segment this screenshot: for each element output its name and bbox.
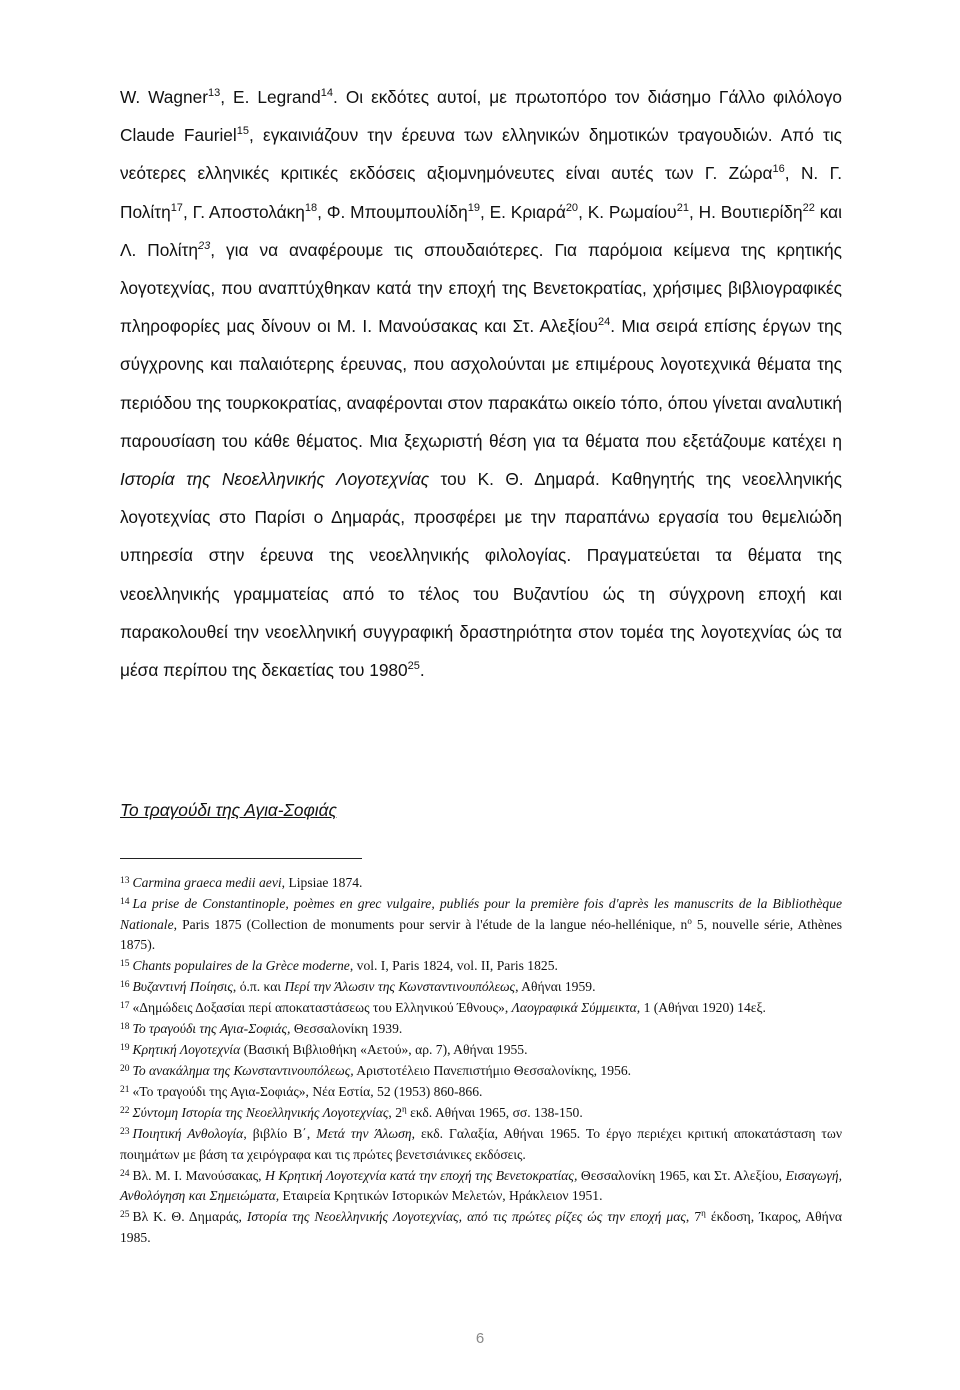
footnote-ref-18[interactable]: 18 bbox=[304, 201, 318, 214]
footnote-text: 1 (Αθήναι 1920) 14εξ. bbox=[640, 1000, 766, 1015]
text-run: , εγκαινιάζουν την έρευνα των ελληνικών δημοτικών τραγουδιών. Από τις νεότερες ελληνικές κριτικές εκδόσεις αξιομνημόνευτες είναι αυτές των Γ. Ζώρα bbox=[120, 125, 842, 184]
text-run: . bbox=[419, 660, 425, 681]
footnote-ref-19[interactable]: 19 bbox=[467, 201, 480, 214]
footnote-separator bbox=[120, 858, 362, 859]
footnote-text: , 2 bbox=[388, 1105, 402, 1120]
footnote-number: 21 bbox=[120, 1085, 130, 1095]
footnote-ref-23[interactable]: 23 bbox=[198, 239, 211, 252]
footnote-ref-21[interactable]: 21 bbox=[676, 201, 689, 214]
footnote-title: Chants populaires de la Grèce moderne bbox=[132, 958, 350, 973]
footnote-text: «Το τραγούδι της Αγια-Σοφιάς», Νέα Εστία, 52 (1953) 860-866. bbox=[132, 1084, 483, 1099]
footnote-title: Λαογραφικά Σύμμεικτα, bbox=[511, 1000, 641, 1015]
page-number: 6 bbox=[475, 1330, 485, 1347]
footnote-title: Ιστορία της Νεοελληνικής Λογοτεχνίας, από τις πρώτες ρίζες ώς την εποχή μας bbox=[246, 1209, 686, 1224]
footnote-title: Το ανακάλημα της Κωνσταντινουπόλεως, bbox=[132, 1063, 354, 1078]
footnote-number: 22 bbox=[120, 1106, 130, 1116]
text-run: , Φ. Μπουμπουλίδη bbox=[317, 201, 468, 222]
footnote-text: , εκδ. Γαλαξία, Αθήναι 1965. Το έργο περιέχει κριτική αποκατάσταση των ποιημάτων με βάση τα χειρόγραφα και τις πρώτες βενετσιάνικες εκδόσεις. bbox=[120, 1126, 842, 1162]
footnote-number: 20 bbox=[120, 1064, 130, 1074]
superscript: o bbox=[687, 915, 692, 926]
footnote-title: Carmina graeca medii aevi bbox=[132, 875, 282, 890]
footnote-text: , 7 bbox=[685, 1209, 702, 1224]
body-paragraph bbox=[120, 78, 842, 689]
footnote-ref-20[interactable]: 20 bbox=[565, 201, 579, 214]
footnote-number: 19 bbox=[120, 1043, 130, 1053]
footnote-ref-25[interactable]: 25 bbox=[407, 660, 420, 673]
footnote-text: Θεσσαλονίκη 1965, και Στ. Αλεξίου, bbox=[577, 1167, 786, 1183]
footnote-ref-13[interactable]: 13 bbox=[208, 87, 221, 99]
footnote-text: , vol. I, Paris 1824, vol. II, Paris 1825. bbox=[349, 958, 558, 973]
footnote-number: 13 bbox=[120, 876, 130, 886]
footnote-22 bbox=[120, 1103, 842, 1124]
text-run: του Κ. Θ. Δημαρά. Καθηγητής της νεοελληνικής λογοτεχνίας στο Παρίσι ο Δημαράς, προσφέρει με την παραπάνω εργασία του θεμελιώδη υπηρεσία στην έρευνα της νεοελληνικής φιλολογίας. Πραγματεύεται τα θέματα της νεοελληνικής γραμματείας από το τέλος του Βυζαντίου ώς τη σύγχρονη εποχή και παρακολουθεί την νεοελληνική συγγραφική δραστηριότητα στον τομέα της λογοτεχνίας ώς τα μέσα περίπου της δεκαετίας του 1980 bbox=[120, 469, 842, 681]
book-title-italic: Ιστορία της Νεοελληνικής Λογοτεχνίας bbox=[120, 469, 430, 490]
footnote-title: Κρητική Λογοτεχνία bbox=[132, 1042, 241, 1057]
footnote-number: 17 bbox=[120, 1001, 130, 1011]
footnote-number: 15 bbox=[120, 959, 130, 969]
text-run: W. Wagner bbox=[120, 87, 209, 107]
footnote-23 bbox=[120, 1124, 842, 1165]
footnote-text: Βλ. Μ. Ι. Μανούσακας, bbox=[132, 1167, 266, 1183]
footnote-text: «Δημώδεις Δοξασίαι περί αποκαταστάσεως του Ελληνικού Έθνους», bbox=[132, 1000, 512, 1015]
footnote-text: Θεσσαλονίκη 1939. bbox=[290, 1021, 403, 1036]
footnote-number: 25 bbox=[120, 1210, 130, 1220]
footnote-19 bbox=[120, 1040, 842, 1061]
footnote-16 bbox=[120, 977, 842, 998]
footnote-number: 23 bbox=[120, 1127, 130, 1137]
section-heading: Το τραγούδι της Αγια-Σοφιάς bbox=[120, 800, 337, 820]
text-run: , Ε. Κριαρά bbox=[479, 201, 566, 222]
footnote-17 bbox=[120, 998, 842, 1019]
footnote-text: (Βασική Βιβλιοθήκη «Αετού», αρ. 7), Αθήναι 1955. bbox=[240, 1042, 528, 1057]
footnote-13 bbox=[120, 873, 842, 894]
footnote-title: La prise de Constantinople, poèmes en grec vulgaire, publiés pour la première fois d'après les manuscrits de la Bibliothèque Nationale bbox=[120, 896, 842, 932]
footnote-18 bbox=[120, 1019, 842, 1040]
footnote-number: 18 bbox=[120, 1022, 130, 1032]
footnote-21 bbox=[120, 1082, 842, 1103]
text-run: . Μια σειρά επίσης έργων της σύγχρονης και παλαιότερης έρευνας, που ασχολούνται με επιμέρους λογοτεχνικά θέματα της περιόδου της τουρκοκρατίας, αναφέρονται στον παρακάτω οικείο τόπο, όπου γίνεται αναλυτική παρουσίαση του κάθε θέματος. Μια ξεχωριστή θέση για τα θέματα που εξετάζουμε κατέχει η bbox=[120, 316, 842, 451]
text-run: , Γ. Αποστολάκη bbox=[182, 201, 305, 222]
footnote-ref-15[interactable]: 15 bbox=[236, 125, 250, 138]
footnote-title: Σύντομη Ιστορία της Νεοελληνικής Λογοτεχνίας bbox=[132, 1105, 389, 1120]
footnote-text: Αριστοτέλειο Πανεπιστήμιο Θεσσαλονίκης, 1956. bbox=[353, 1063, 632, 1078]
text-run: . Οι εκδότες αυτοί, με πρωτοπόρο τον διάσημο Γάλλο φιλόλογο Claude Fauriel bbox=[120, 87, 842, 146]
footnote-ref-24[interactable]: 24 bbox=[598, 316, 611, 329]
footnote-15 bbox=[120, 956, 842, 977]
footnote-title: Βυζαντινή Ποίησις bbox=[132, 979, 233, 994]
footnote-text: , βιβλίο Β΄, bbox=[243, 1126, 317, 1141]
superscript: η bbox=[701, 1208, 706, 1218]
footnote-25 bbox=[120, 1207, 842, 1248]
footnote-title: Περί την Άλωσιν της Κωνσταντινουπόλεως bbox=[284, 979, 516, 994]
footnote-14 bbox=[120, 894, 842, 956]
footnote-ref-17[interactable]: 17 bbox=[170, 201, 183, 214]
text-run: , E. Legrand bbox=[220, 87, 321, 107]
footnote-text: 5, nouvelle série, Athènes 1875). bbox=[120, 916, 842, 952]
footnote-text: , ό.π. και bbox=[232, 979, 285, 994]
text-run: , Κ. Ρωμαίου bbox=[578, 201, 677, 222]
text-run: και Λ. Πολίτη bbox=[120, 201, 842, 260]
footnote-text: , Αθήναι 1959. bbox=[515, 979, 596, 994]
footnotes-list bbox=[120, 873, 842, 1249]
footnote-text: εκδ. Αθήναι 1965, σσ. 138-150. bbox=[406, 1105, 583, 1120]
footnote-number: 24 bbox=[120, 1168, 130, 1179]
footnote-ref-16[interactable]: 16 bbox=[772, 163, 785, 176]
footnote-title: Εισαγωγή, Ανθολόγηση και Σημειώματα, bbox=[120, 1167, 842, 1203]
footnote-title: Μετά την Άλωση bbox=[316, 1126, 412, 1141]
footnote-number: 16 bbox=[120, 980, 130, 990]
text-run: , Η. Βουτιερίδη bbox=[689, 201, 803, 222]
footnote-ref-14[interactable]: 14 bbox=[320, 87, 334, 99]
text-run: , για να αναφέρουμε τις σπουδαιότερες. Για παρόμοια κείμενα της κρητικής λογοτεχνίας, που αναπτύχθηκαν κατά την εποχή της Βενετοκρατίας, χρήσιμες βιβλιογραφικές πληροφορίες μας δίνουν οι Μ. Ι. Μανούσακας και Στ. Αλεξίου bbox=[120, 239, 842, 337]
footnote-20 bbox=[120, 1061, 842, 1082]
footnote-text: , Paris 1875 (Collection de monuments pour servir à l'étude de la langue néo-hellénique, n bbox=[173, 916, 688, 932]
footnote-title: Το τραγούδι της Αγια-Σοφιάς, bbox=[132, 1021, 291, 1036]
footnote-text: Βλ Κ. Θ. Δημαράς, bbox=[132, 1209, 247, 1224]
footnote-ref-22[interactable]: 22 bbox=[802, 201, 815, 214]
superscript: η bbox=[402, 1104, 407, 1114]
footnote-title: Ποιητική Ανθολογία bbox=[132, 1126, 244, 1141]
text-run: , Ν. Γ. Πολίτη bbox=[120, 163, 842, 222]
footnote-text: , Lipsiae 1874. bbox=[281, 875, 363, 890]
footnote-text: έκδοση, Ίκαρος, Αθήνα 1985. bbox=[120, 1209, 842, 1245]
footnote-title: Η Κρητική Λογοτεχνία κατά την εποχή της Βενετοκρατίας, bbox=[265, 1167, 578, 1183]
footnote-24 bbox=[120, 1166, 842, 1207]
footnote-number: 14 bbox=[120, 897, 130, 907]
footnote-text: Εταιρεία Κρητικών Ιστορικών Μελετών, Ηράκλειον 1951. bbox=[279, 1188, 603, 1203]
